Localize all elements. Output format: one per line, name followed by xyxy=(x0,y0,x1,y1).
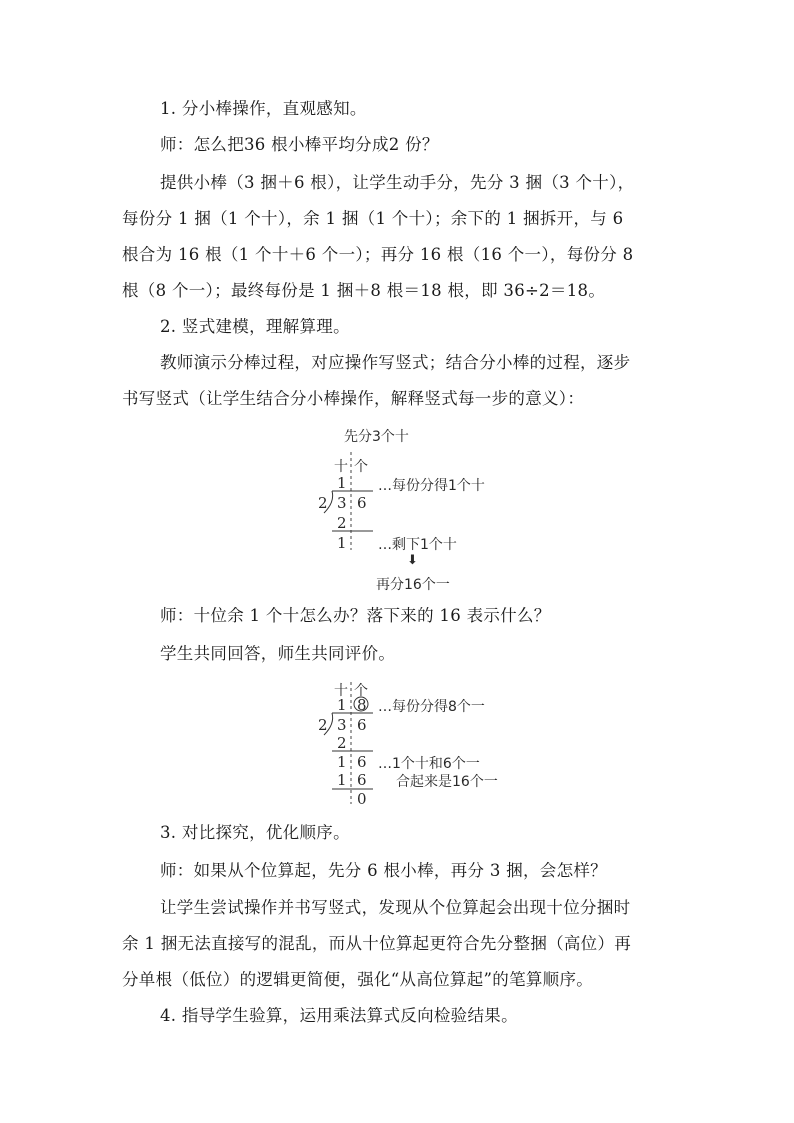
section-heading-1: 1. 分小棒操作，直观感知。 xyxy=(160,99,367,118)
note-each-gets-ten: …每份分得1个十 xyxy=(378,478,485,494)
long-division-diagram-1 xyxy=(240,420,560,620)
tens-place-label: 十 xyxy=(334,459,348,475)
divisor: 2 xyxy=(318,716,328,734)
paragraph-line: 书写竖式（让学生结合分小棒操作，解释竖式每一步的意义）： xyxy=(122,389,585,408)
paragraph-line: 提供小棒（3 捆＋6 根），让学生动手分，先分 3 捆（3 个十）， xyxy=(160,173,635,192)
product-tens: 2 xyxy=(337,514,347,532)
section-heading-4: 4. 指导学生验算，运用乘法算式反向检验结果。 xyxy=(160,1006,518,1025)
note-each-gets-eight: …每份分得8个一 xyxy=(378,699,485,715)
diagram-2-lines xyxy=(240,674,560,814)
paragraph-line: 教师演示分棒过程，对应操作写竖式；结合分小棒的过程，逐步 xyxy=(160,353,631,372)
teacher-question-2: 师：十位余 1 个十怎么办？落下来的 16 表示什么？ xyxy=(160,606,551,625)
dividend-tens: 3 xyxy=(337,716,347,734)
paragraph-line: 学生共同回答，师生共同评价。 xyxy=(160,644,396,663)
teacher-question-1: 师：怎么把36 根小棒平均分成2 份？ xyxy=(160,135,439,154)
row4-ones: 6 xyxy=(357,753,367,771)
divisor: 2 xyxy=(318,494,328,512)
ones-place-label: 个 xyxy=(354,459,368,475)
dividend-tens: 3 xyxy=(337,494,347,512)
down-arrow-icon: ⬇ xyxy=(407,553,418,568)
note-combined-sixteen: 合起来是16个一 xyxy=(396,774,498,790)
note-ten-and-six: …1个十和6个一 xyxy=(378,756,480,772)
section-heading-2: 2. 竖式建模，理解算理。 xyxy=(160,317,350,336)
section-heading-3: 3. 对比探究，优化顺序。 xyxy=(160,823,350,842)
dividend-ones: 6 xyxy=(357,494,367,512)
ones-place-label: 个 xyxy=(354,683,368,699)
diagram-1-lines xyxy=(240,420,560,600)
row5-ones: 6 xyxy=(357,771,367,789)
quotient-tens: 1 xyxy=(337,474,347,492)
note-remaining-ten: …剩下1个十 xyxy=(378,537,457,553)
product-tens: 2 xyxy=(337,734,347,752)
teacher-question-3: 师：如果从个位算起，先分 6 根小棒，再分 3 捆，会怎样？ xyxy=(160,861,607,880)
final-remainder: 0 xyxy=(357,790,367,808)
long-division-diagram-2 xyxy=(240,674,560,874)
tens-place-label: 十 xyxy=(334,683,348,699)
paragraph-line: 根合为 16 根（1 个十＋6 个一）；再分 16 根（16 个一），每份分 8 xyxy=(122,245,634,264)
paragraph-line: 让学生尝试操作并书写竖式，发现从个位算起会出现十位分捆时 xyxy=(160,898,631,917)
row4-tens: 1 xyxy=(337,753,347,771)
paragraph-line: 分单根（低位）的逻辑更简便，强化“从高位算起”的笔算顺序。 xyxy=(122,970,594,989)
paragraph-line: 每份分 1 捆（1 个十），余 1 捆（1 个十）；余下的 1 捆拆开，与 6 xyxy=(122,209,624,228)
diagram-caption: 再分16个一 xyxy=(376,577,450,593)
paragraph-line: 余 1 捆无法直接写的混乱，而从十位算起更符合先分整捆（高位）再 xyxy=(122,934,632,953)
quotient-ones-circled: 8 xyxy=(357,696,367,714)
quotient-tens: 1 xyxy=(337,696,347,714)
diagram-title: 先分3个十 xyxy=(344,429,409,445)
remainder-tens: 1 xyxy=(337,534,347,552)
dividend-ones: 6 xyxy=(357,716,367,734)
row5-tens: 1 xyxy=(337,771,347,789)
paragraph-line: 根（8 个一）；最终每份是 1 捆＋8 根＝18 根，即 36÷2＝18。 xyxy=(122,281,606,300)
